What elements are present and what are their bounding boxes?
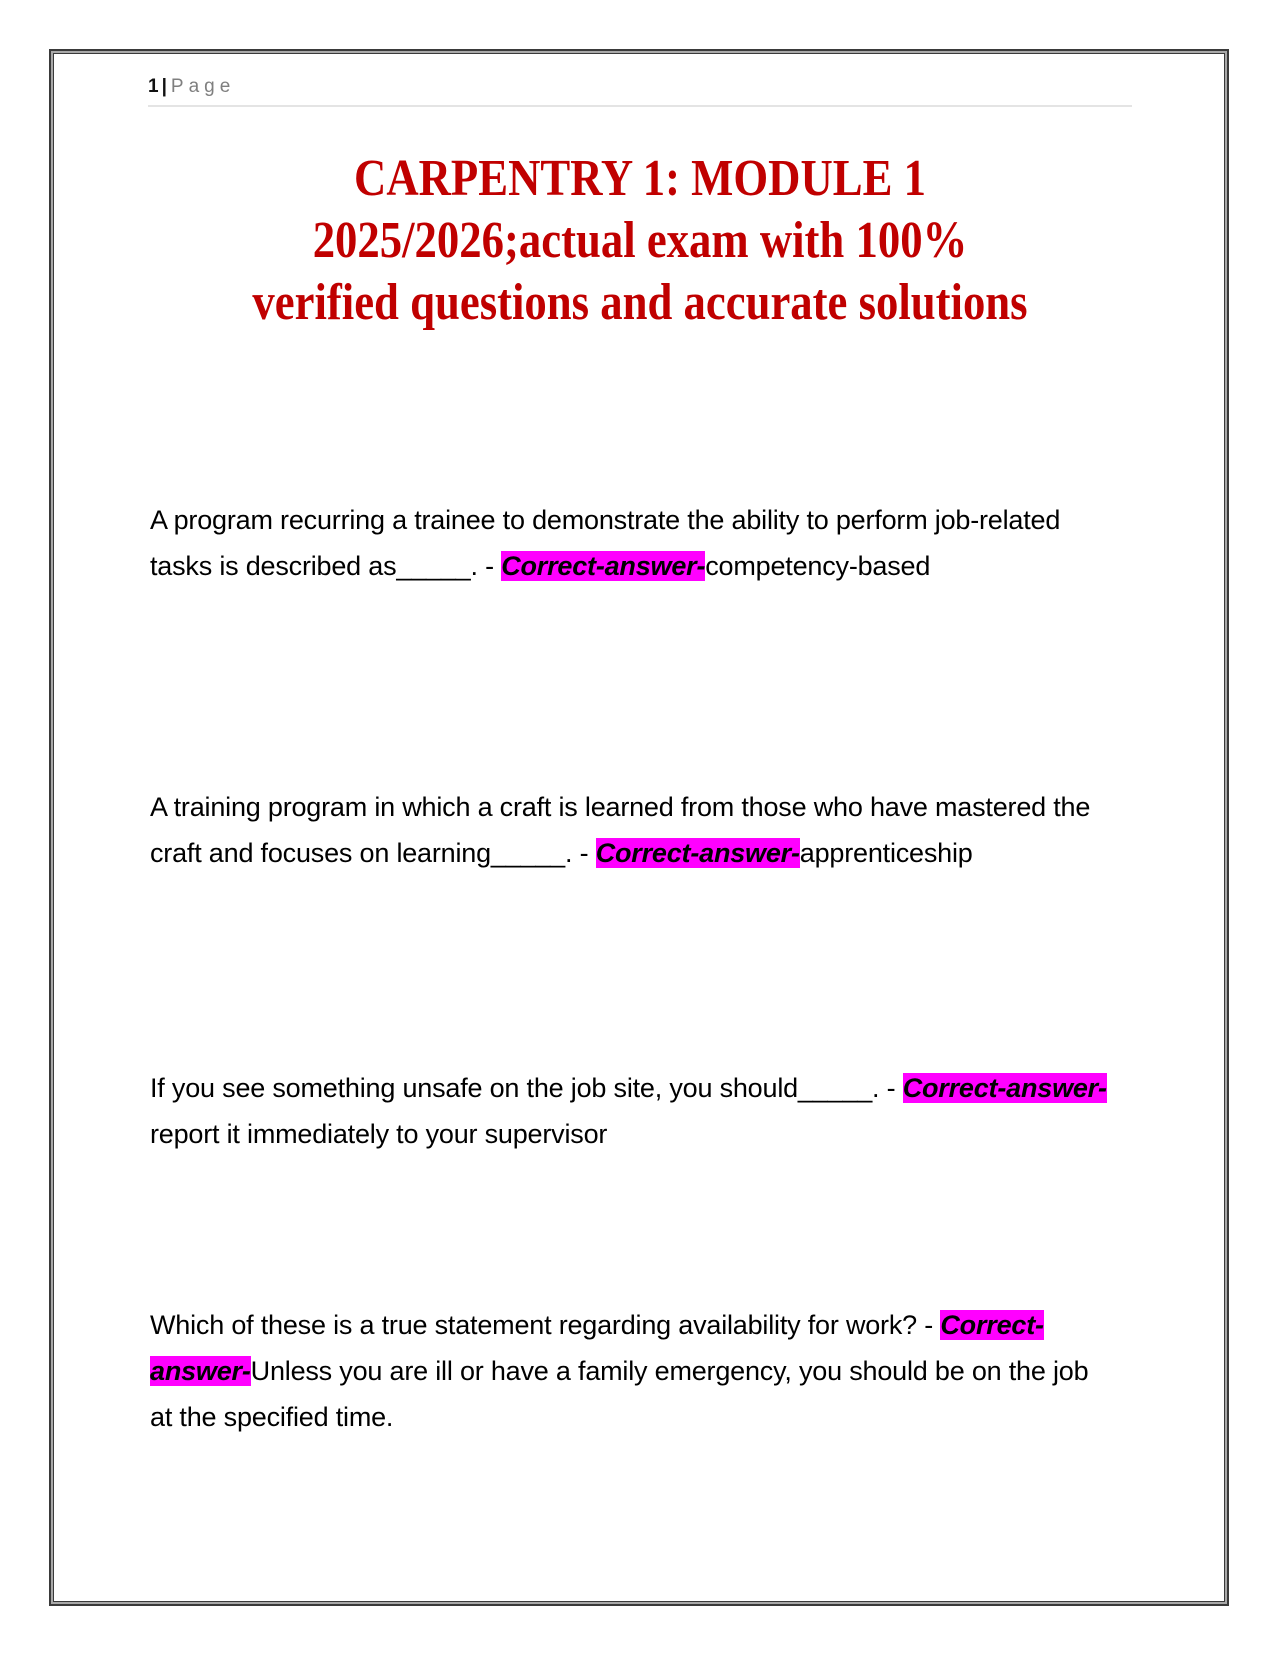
answer-label: Correct-answer-: [595, 838, 800, 868]
answer-text: Unless you are ill or have a family emergency, you should be on the job at the specified time.: [150, 1356, 1089, 1432]
question-text: A program recurring a trainee to demonstrate the ability to perform job-related tasks is described as_____. -: [150, 505, 1061, 581]
page-number: 1: [148, 76, 159, 97]
answer-text: report it immediately to your supervisor: [150, 1119, 608, 1149]
title-line-1: CARPENTRY 1: MODULE 1: [354, 150, 926, 207]
answer-label: Correct-answer-: [150, 1310, 1044, 1386]
question-item: [150, 1065, 1110, 1157]
page-separator: |: [161, 76, 167, 97]
question-item: [150, 784, 1110, 876]
answer-label: Correct-answer-: [501, 551, 706, 581]
answer-text: competency-based: [705, 551, 931, 581]
document-title: [100, 148, 1180, 334]
question-text: A training program in which a craft is learned from those who have mastered the craft and focuses on learning_____. -: [150, 792, 1091, 868]
answer-text: apprenticeship: [799, 838, 973, 868]
question-item: [150, 497, 1110, 589]
question-text: If you see something unsafe on the job site, you should_____. -: [150, 1073, 903, 1103]
title-line-3: verified questions and accurate solutions: [252, 274, 1028, 331]
question-text: Which of these is a true statement regarding availability for work? -: [150, 1310, 941, 1340]
page-header: [148, 76, 1132, 107]
page-label: Page: [170, 76, 236, 97]
question-item: [150, 1302, 1110, 1440]
answer-label: Correct-answer-: [902, 1073, 1107, 1103]
title-line-2: 2025/2026;actual exam with 100%: [312, 212, 968, 269]
